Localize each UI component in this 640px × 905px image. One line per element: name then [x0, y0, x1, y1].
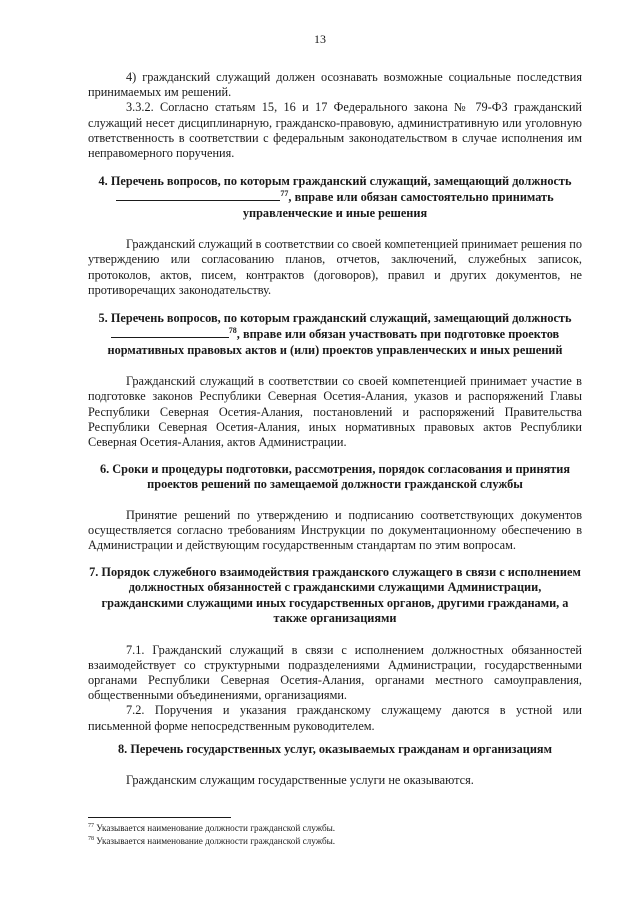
section-8-heading: 8. Перечень государственных услуг, оказываемых гражданам и организациям [118, 742, 552, 756]
section-8-body: Гражданским служащим государственные услуги не оказываются. [126, 773, 474, 788]
section-4-body: Гражданский служащий в соответствии со своей компетенцией принимает решения по утверждению или согласованию планов, отчетов, заключений, служебных записок, протоколов, актов, писем, контрактов (договоров), правил и других документов, не противоречащих законодательству. [88, 237, 582, 297]
section-8 [88, 742, 582, 789]
footnote-77 [88, 823, 582, 834]
section-5-heading-line1: 5. Перечень вопросов, по которым гражданский служащий, замещающий должность [98, 311, 572, 325]
paragraph-3-3-2: 3.3.2. Согласно статьям 15, 16 и 17 Федерального закона № 79-ФЗ гражданский служащий несет дисциплинарную, гражданско-правовую, административную или уголовную ответственность в соответствии с федеральным законодательством в случае исполнения им неправомерного поручения. [88, 100, 582, 161]
footnote-mark: 77 [88, 822, 94, 829]
section-4 [88, 174, 582, 298]
section-7-heading: 7. Порядок служебного взаимодействия гражданского служащего в связи с исполнением должностных обязанностей с гражданскими служащими Администрации, гражданскими служащими иных государственных органов, другими гражданами, а также организациями [89, 565, 581, 626]
section-7-2: 7.2. Поручения и указания гражданскому служащему даются в устной или письменной форме непосредственным руководителем. [88, 703, 582, 733]
footnote-78 [88, 836, 582, 847]
intro-block [88, 70, 582, 161]
paragraph-4-consequences: 4) гражданский служащий должен осознавать возможные социальные последствия принимаемых им решений. [88, 70, 582, 100]
section-7 [88, 565, 582, 734]
section-5-body: Гражданский служащий в соответствии со своей компетенцией принимает участие в подготовке законов Республики Северная Осетия-Алания, указов и распоряжений Главы Республики Северная Осетия-Алания, постановлений и распоряжений Правительства Республики Северная Осетия-Алания, иных нормативных правовых актов Республики Северная Осетия-Алания, актов Администрации. [88, 374, 582, 450]
section-5 [88, 311, 582, 450]
section-5-heading-line2: , вправе или обязан участвовать при подготовке проектов [236, 327, 560, 342]
footnote-text: Указывается наименование должности гражданской службы. [94, 836, 336, 846]
position-blank-line [111, 326, 229, 338]
section-4-heading-line1: 4. Перечень вопросов, по которым гражданский служащий, замещающий должность [98, 174, 572, 188]
page-number: 13 [314, 32, 326, 46]
footnote-ref-77: 77 [280, 189, 289, 199]
section-4-heading [88, 174, 582, 221]
section-7-1: 7.1. Гражданский служащий в связи с исполнением должностных обязанностей взаимодействует со структурными подразделениями Администрации, государственными органами Республики Северная Осетия-Алания, органами местного самоуправления, общественными объединениями, организациями. [88, 642, 582, 703]
footnote-ref-78: 78 [228, 326, 237, 336]
section-6-body: Принятие решений по утверждению и подписанию соответствующих документов осуществляется согласно требованиям Инструкции по документационному обеспечению в Администрации и действующим государственным стандартам по этим вопросам. [88, 507, 582, 553]
footnote-mark: 78 [88, 835, 94, 842]
footnote-separator [88, 817, 231, 818]
section-6 [88, 462, 582, 553]
position-blank-line [116, 189, 280, 201]
section-5-heading-line3: нормативных правовых актов и (или) проектов управленческих и иных решений [107, 342, 563, 357]
section-6-heading: 6. Сроки и процедуры подготовки, рассмотрения, порядок согласования и принятия проектов решений по замещаемой должности гражданской службы [99, 462, 571, 492]
footnote-text: Указывается наименование должности гражданской службы. [94, 823, 336, 833]
section-5-heading [88, 311, 582, 358]
section-4-heading-line3: управленческие и иные решения [242, 205, 428, 220]
section-4-heading-line2: , вправе или обязан самостоятельно принимать [288, 190, 554, 205]
